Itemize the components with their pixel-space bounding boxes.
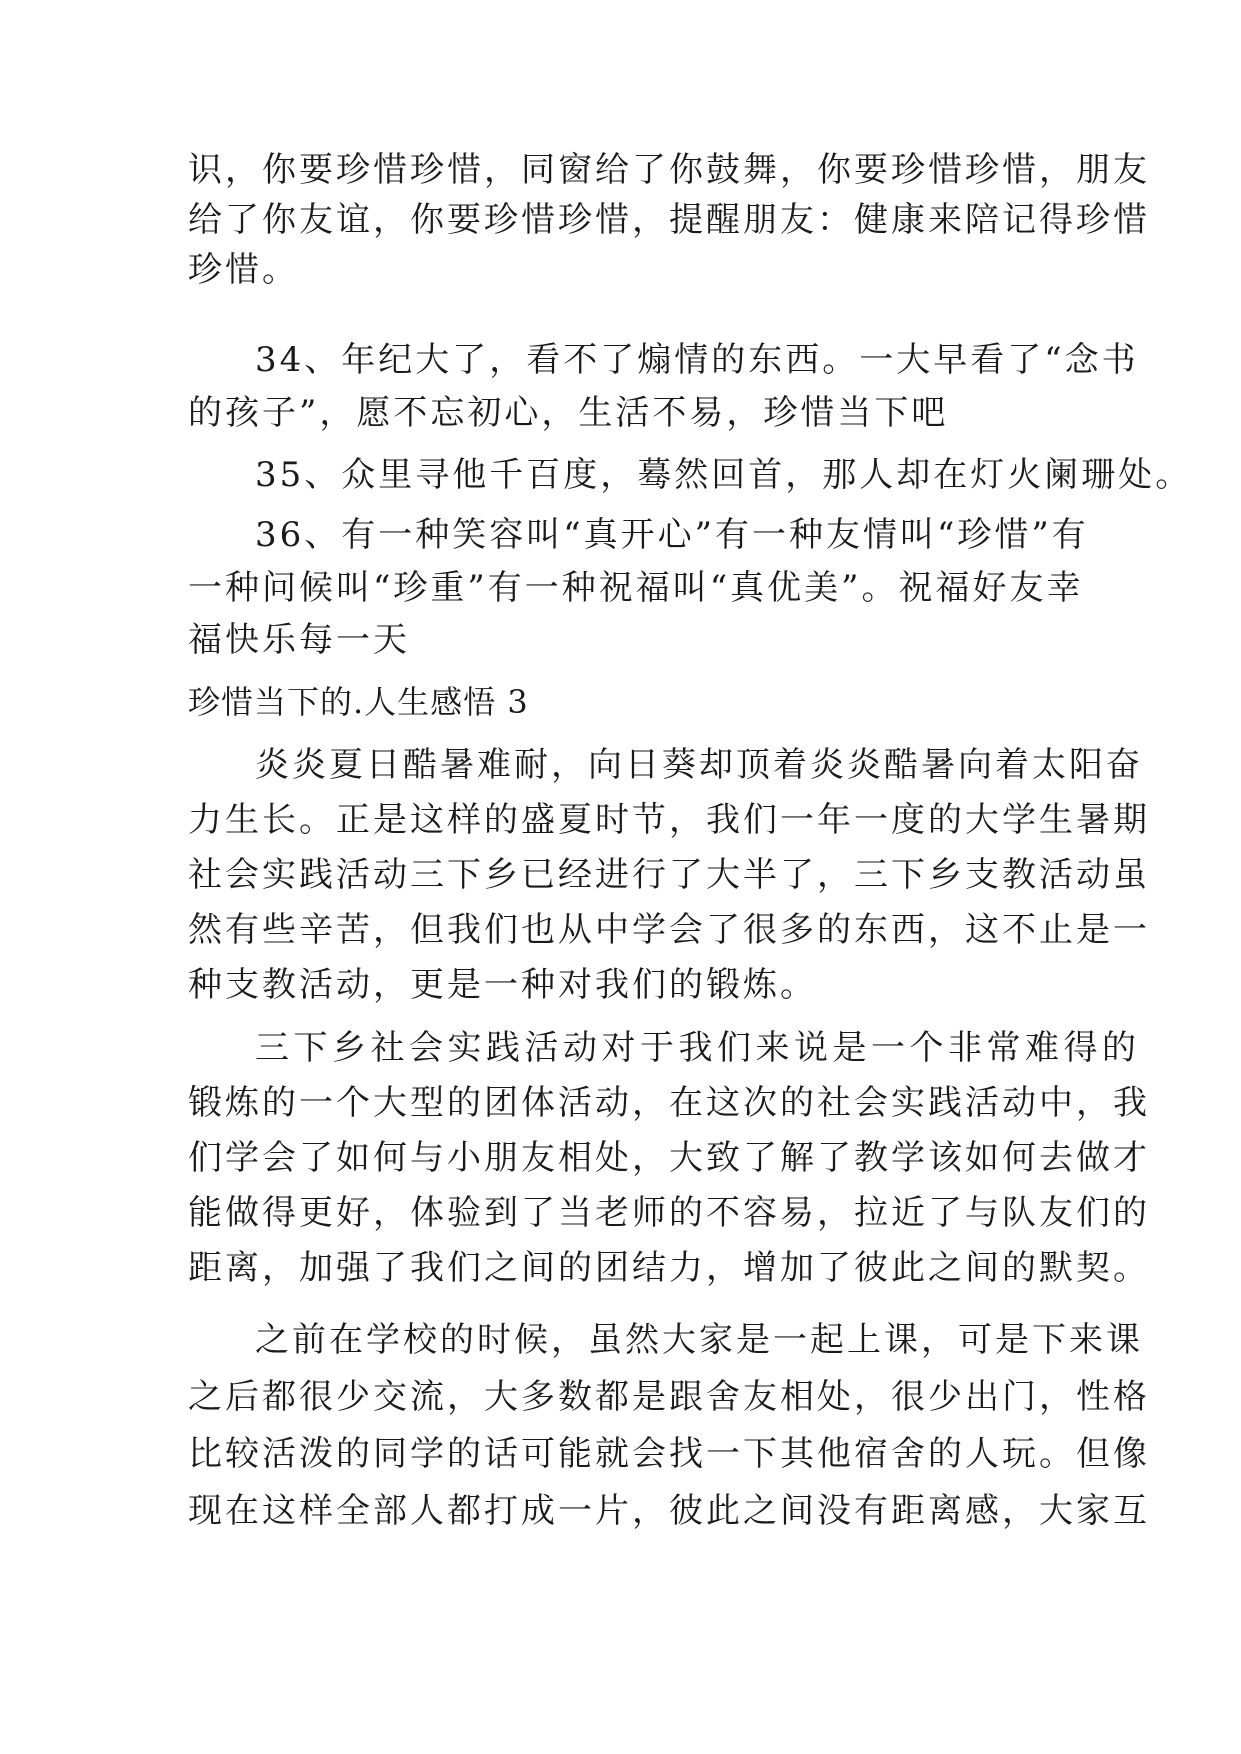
text-line: 能做得更好，体验到了当老师的不容易，拉近了与队友们的 (188, 1193, 1150, 1233)
text-line: 34、年纪大了，看不了煽情的东西。一大早看了“念书 (255, 340, 1139, 380)
text-line: 种支教活动，更是一种对我们的锻炼。 (188, 965, 817, 1005)
text-line: 现在这样全部人都打成一片，彼此之间没有距离感，大家互 (188, 1491, 1150, 1531)
text-line: 力生长。正是这样的盛夏时节，我们一年一度的大学生暑期 (188, 800, 1150, 840)
text-line: 然有些辛苦，但我们也从中学会了很多的东西，这不止是一 (188, 910, 1150, 950)
text-line: 社会实践活动三下乡已经进行了大半了，三下乡支教活动虽 (188, 855, 1150, 895)
text-line: 35、众里寻他千百度，蓦然回首，那人却在灯火阑珊处。 (255, 455, 1193, 495)
text-line: 三下乡社会实践活动对于我们来说是一个非常难得的 (255, 1028, 1141, 1068)
text-line: 之后都很少交流，大多数都是跟舍友相处，很少出门，性格 (188, 1377, 1150, 1417)
text-line: 识，你要珍惜珍惜，同窗给了你鼓舞，你要珍惜珍惜，朋友 (188, 150, 1150, 190)
text-line: 36、有一种笑容叫“真开心”有一种友情叫“珍惜”有 (255, 515, 1089, 555)
text-line: 给了你友谊，你要珍惜珍惜，提醒朋友：健康来陪记得珍惜 (188, 200, 1150, 240)
text-line: 珍惜。 (188, 250, 299, 290)
text-line: 一种问候叫“珍重”有一种祝福叫“真优美”。祝福好友幸 (188, 568, 1084, 608)
section-heading: 珍惜当下的.人生感悟 3 (188, 683, 529, 721)
text-line: 锻炼的一个大型的团体活动，在这次的社会实践活动中，我 (188, 1083, 1150, 1123)
text-line: 距离，加强了我们之间的团结力，增加了彼此之间的默契。 (188, 1248, 1150, 1288)
text-line: 福快乐每一天 (188, 620, 410, 660)
text-line: 比较活泼的同学的话可能就会找一下其他宿舍的人玩。但像 (188, 1434, 1150, 1474)
text-line: 们学会了如何与小朋友相处，大致了解了教学该如何去做才 (188, 1138, 1150, 1178)
text-line: 的孩子”，愿不忘初心，生活不易，珍惜当下吧 (188, 393, 949, 433)
text-line: 之前在学校的时候，虽然大家是一起上课，可是下来课 (255, 1320, 1143, 1360)
text-line: 炎炎夏日酷暑难耐，向日葵却顶着炎炎酷暑向着太阳奋 (255, 745, 1143, 785)
